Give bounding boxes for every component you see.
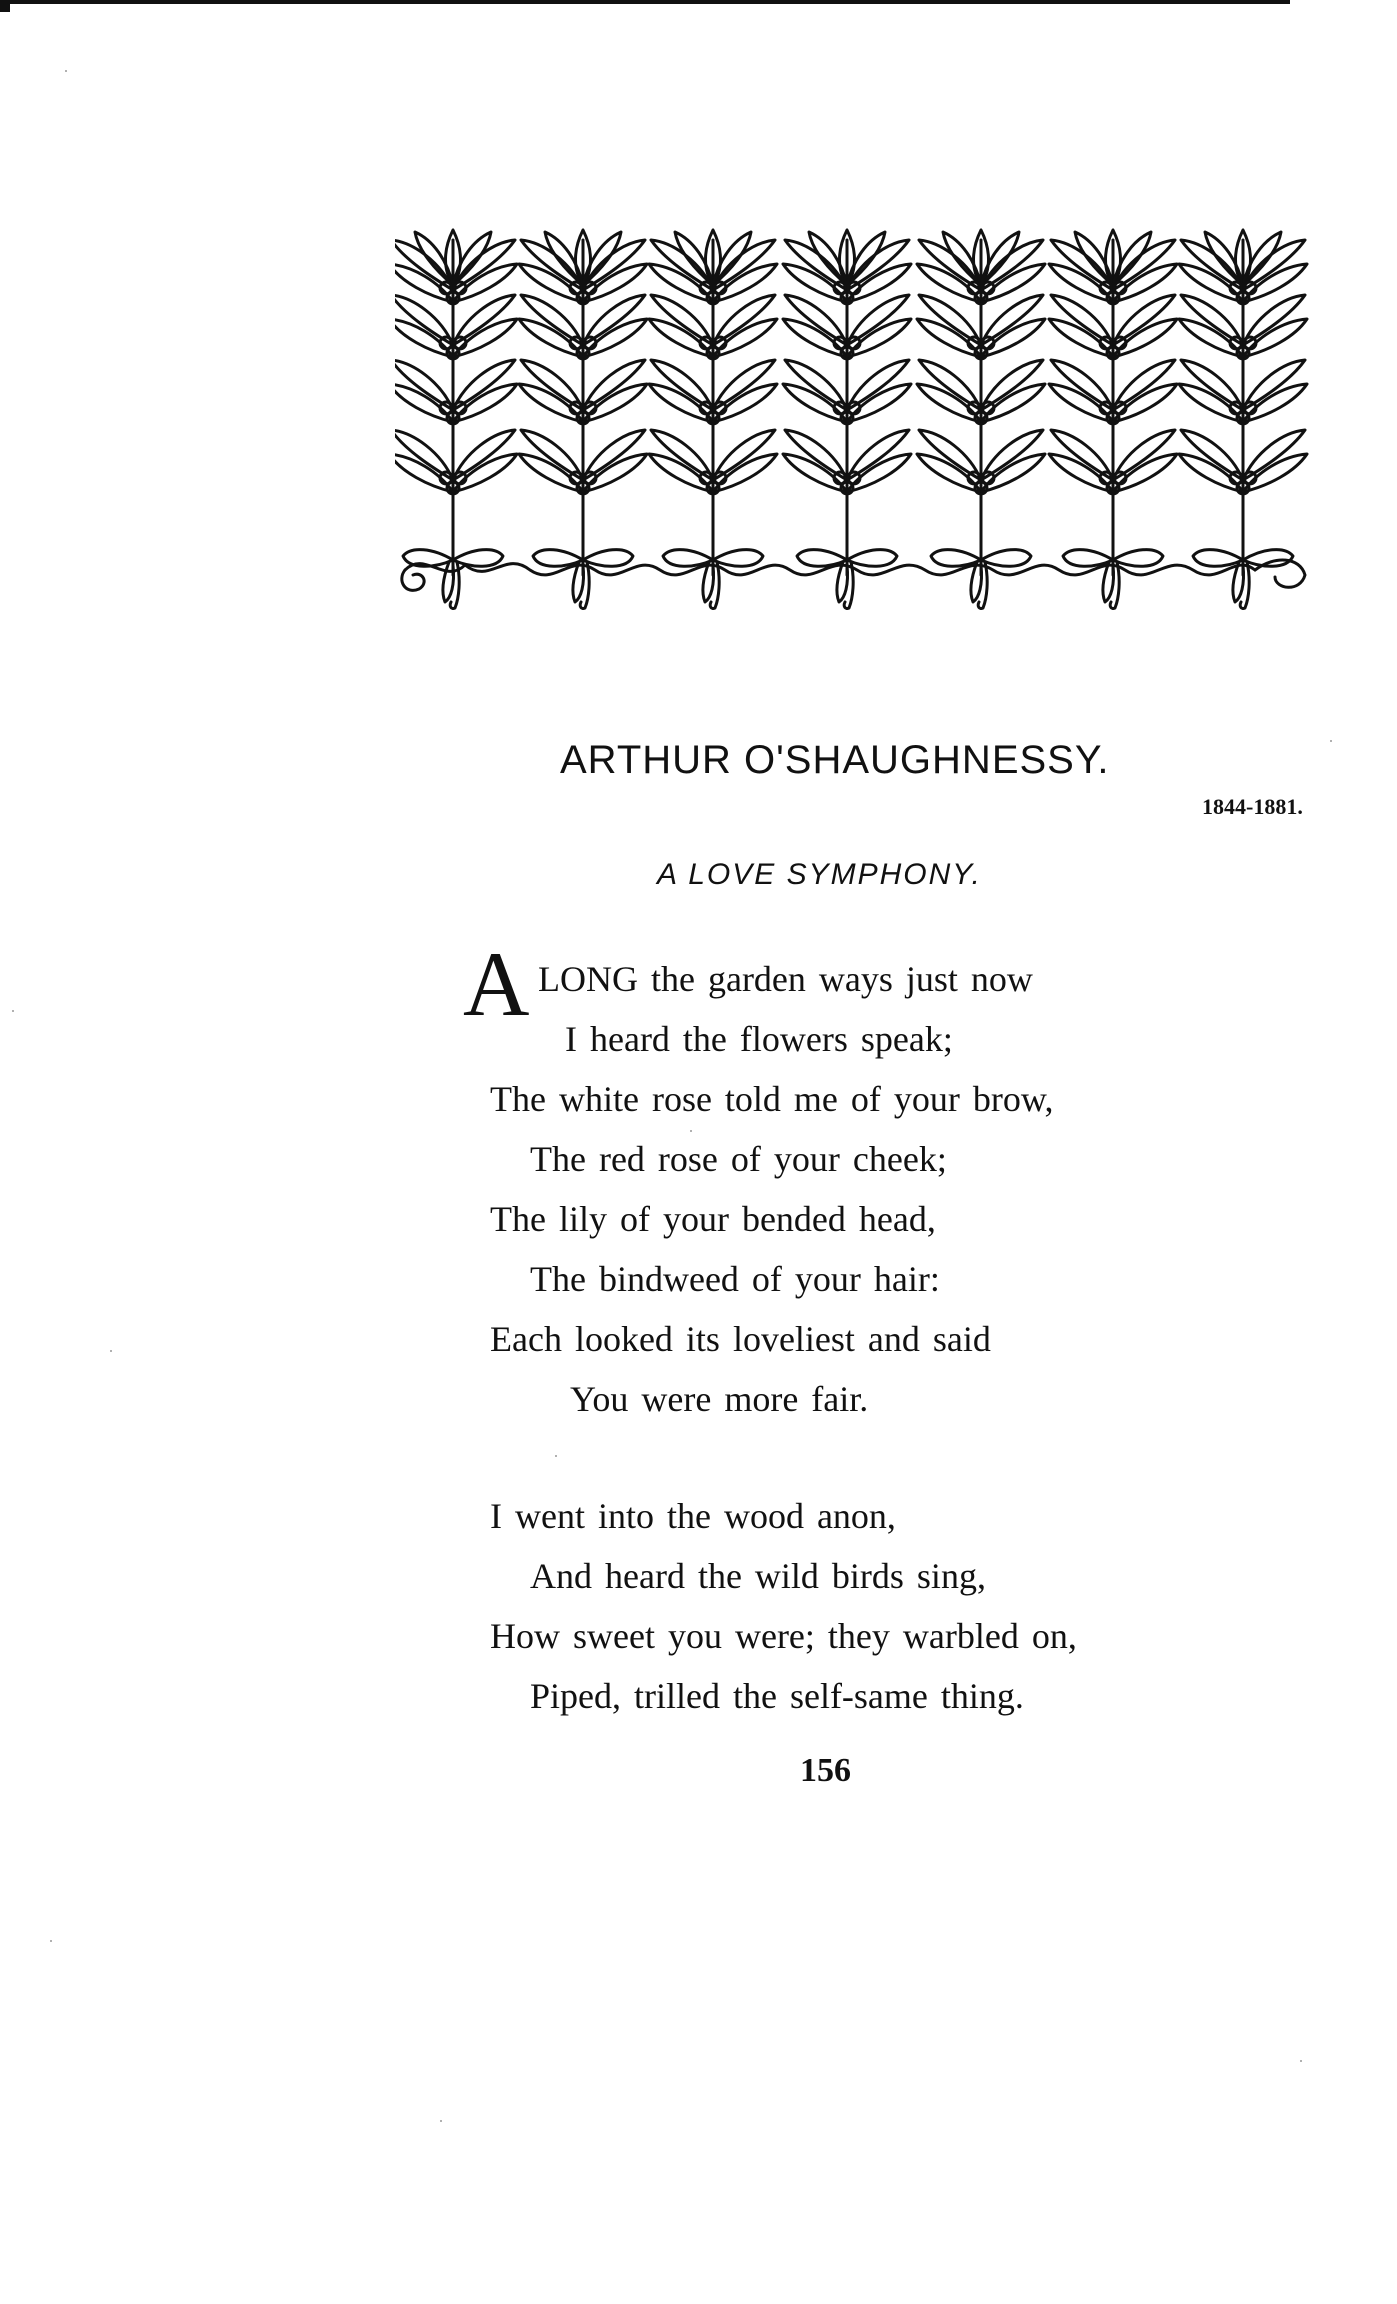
paper-speck xyxy=(1330,740,1332,742)
author-dates: 1844-1881. xyxy=(1202,794,1303,819)
poem-line: And heard the wild birds sing, xyxy=(530,1556,986,1596)
poem-line: I heard the flowers speak; xyxy=(565,1019,953,1059)
poem-line: How sweet you were; they warbled on, xyxy=(490,1616,1077,1656)
author-heading: ARTHUR O'SHAUGHNESSY. xyxy=(560,738,1110,782)
poem-line: The white rose told me of your brow, xyxy=(490,1079,1054,1119)
paper-speck xyxy=(1300,2060,1302,2062)
poem-title: A LOVE SYMPHONY. xyxy=(657,858,982,891)
paper-speck xyxy=(440,2120,442,2122)
poem-line: The lily of your bended head, xyxy=(490,1199,936,1239)
poem-line: Piped, trilled the self-same thing. xyxy=(530,1676,1024,1716)
paper-speck xyxy=(690,1130,692,1132)
poem-line: The red rose of your cheek; xyxy=(530,1139,947,1179)
poem-line: You were more fair. xyxy=(570,1379,869,1419)
poem-line: I went into the wood anon, xyxy=(490,1496,896,1536)
page-number: 156 xyxy=(800,1752,851,1789)
paper-speck xyxy=(110,1350,112,1352)
poem-line: LONG the garden ways just now xyxy=(538,959,1033,999)
drop-cap: A xyxy=(463,933,530,1035)
paper-speck xyxy=(12,1010,14,1012)
paper-speck xyxy=(50,1940,52,1942)
poem-line: Each looked its loveliest and said xyxy=(490,1319,991,1359)
paper-speck xyxy=(65,70,67,72)
poem-line: The bindweed of your hair: xyxy=(530,1259,940,1299)
paper-speck xyxy=(555,1455,557,1457)
